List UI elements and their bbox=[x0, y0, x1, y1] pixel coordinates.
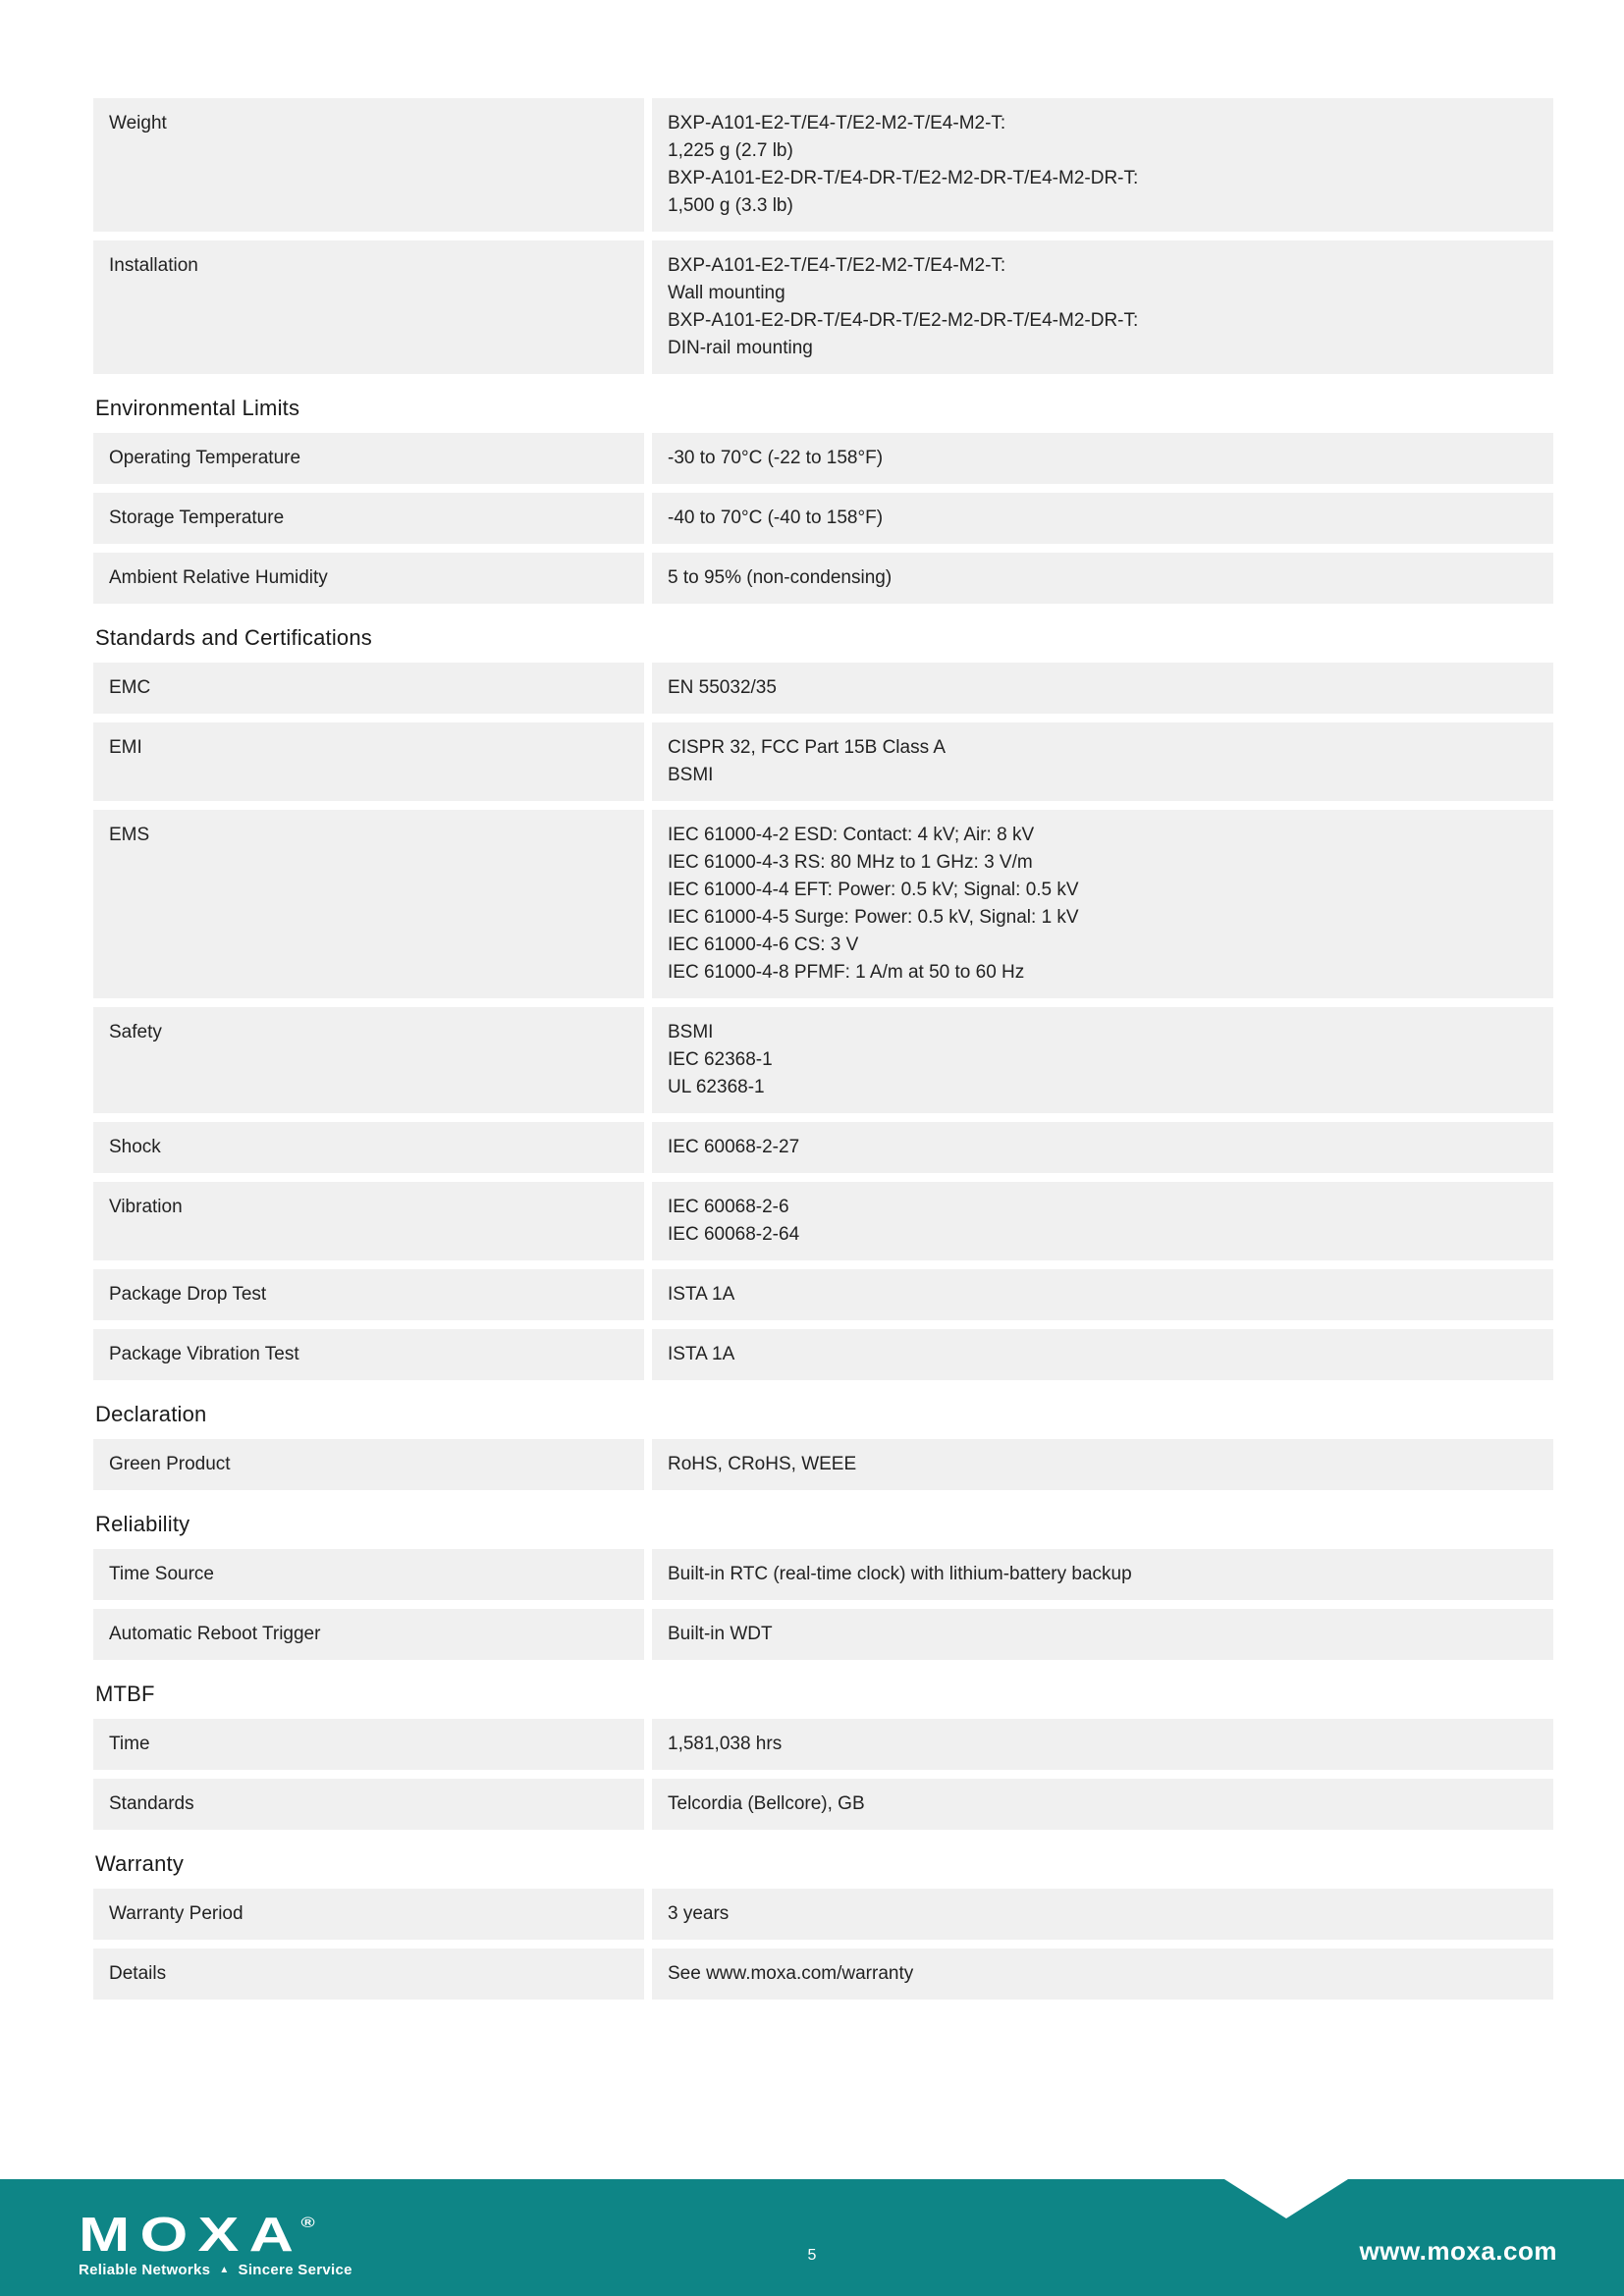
spec-value-line: Built-in RTC (real-time clock) with lithium-battery backup bbox=[668, 1564, 1132, 1584]
spec-value bbox=[652, 1949, 1553, 2000]
moxa-logo bbox=[79, 2203, 352, 2278]
spec-row-installation bbox=[93, 240, 1553, 374]
spec-value-line: -30 to 70°C (-22 to 158°F) bbox=[668, 448, 884, 468]
spec-row-ambient-relative-humidity bbox=[93, 553, 1553, 604]
spec-label: Operating Temperature bbox=[93, 433, 644, 484]
spec-row-weight bbox=[93, 98, 1553, 232]
spec-value-line: IEC 61000-4-4 EFT: Power: 0.5 kV; Signal: 0.5 kV bbox=[668, 880, 1079, 900]
spec-label: Time bbox=[93, 1719, 644, 1770]
spec-row-package-vibration-test bbox=[93, 1329, 1553, 1380]
spec-row-ems bbox=[93, 810, 1553, 998]
spec-value-line: 1,581,038 hrs bbox=[668, 1734, 783, 1754]
triangle-icon: ▲ bbox=[219, 2264, 230, 2275]
spec-row-storage-temperature bbox=[93, 493, 1553, 544]
spec-row-emc bbox=[93, 663, 1553, 714]
spec-label: Safety bbox=[93, 1007, 644, 1113]
spec-value bbox=[652, 1779, 1553, 1830]
spec-value-line: BXP-A101-E2-T/E4-T/E2-M2-T/E4-M2-T: bbox=[668, 113, 1006, 133]
spec-value-line: Wall mounting bbox=[668, 283, 785, 303]
spec-value-line: IEC 60068-2-27 bbox=[668, 1137, 800, 1157]
moxa-logo-text: MOXA bbox=[79, 2209, 304, 2262]
spec-value-line: EN 55032/35 bbox=[668, 677, 777, 698]
section-title-environmental-limits: Environmental Limits bbox=[95, 396, 300, 420]
spec-value bbox=[652, 1719, 1553, 1770]
spec-value-line: Telcordia (Bellcore), GB bbox=[668, 1793, 865, 1814]
spec-row-operating-temperature bbox=[93, 433, 1553, 484]
section-title-mtbf: MTBF bbox=[95, 1682, 155, 1706]
spec-row-warranty-details bbox=[93, 1949, 1553, 2000]
spec-value bbox=[652, 1269, 1553, 1320]
spec-value-line: 3 years bbox=[668, 1903, 730, 1924]
spec-value bbox=[652, 1609, 1553, 1660]
spec-row-package-drop-test bbox=[93, 1269, 1553, 1320]
spec-value bbox=[652, 722, 1553, 801]
spec-value-line: IEC 61000-4-8 PFMF: 1 A/m at 50 to 60 Hz bbox=[668, 962, 1025, 983]
spec-value-line: ISTA 1A bbox=[668, 1284, 735, 1305]
spec-value bbox=[652, 98, 1553, 232]
spec-label: Ambient Relative Humidity bbox=[93, 553, 644, 604]
spec-label: Details bbox=[93, 1949, 644, 2000]
footer-website: www.moxa.com bbox=[1359, 2236, 1557, 2266]
spec-table bbox=[93, 98, 1553, 2008]
tagline-left: Reliable Networks bbox=[79, 2262, 211, 2278]
section-title-warranty: Warranty bbox=[95, 1851, 185, 1876]
page-number: 5 bbox=[807, 2247, 817, 2264]
spec-label: Warranty Period bbox=[93, 1889, 644, 1940]
spec-label: EMI bbox=[93, 722, 644, 801]
spec-value-line: -40 to 70°C (-40 to 158°F) bbox=[668, 507, 884, 528]
spec-label: Green Product bbox=[93, 1439, 644, 1490]
ribbon-notch-icon bbox=[1224, 2179, 1348, 2218]
spec-value-line: Built-in WDT bbox=[668, 1624, 773, 1644]
spec-value bbox=[652, 493, 1553, 544]
spec-value bbox=[652, 663, 1553, 714]
spec-row-warranty-period bbox=[93, 1889, 1553, 1940]
spec-value-line: CISPR 32, FCC Part 15B Class A bbox=[668, 737, 946, 758]
spec-value-line: IEC 62368-1 bbox=[668, 1049, 773, 1070]
spec-value-line: IEC 61000-4-2 ESD: Contact: 4 kV; Air: 8 kV bbox=[668, 825, 1035, 845]
spec-label: Vibration bbox=[93, 1182, 644, 1260]
spec-label: Automatic Reboot Trigger bbox=[93, 1609, 644, 1660]
section-title-standards-and-certifications: Standards and Certifications bbox=[95, 625, 372, 650]
spec-value bbox=[652, 553, 1553, 604]
spec-value-line: IEC 60068-2-64 bbox=[668, 1224, 800, 1245]
spec-value bbox=[652, 1329, 1553, 1380]
spec-value-line: BSMI bbox=[668, 765, 714, 785]
spec-label: Storage Temperature bbox=[93, 493, 644, 544]
spec-value bbox=[652, 240, 1553, 374]
section-title-reliability: Reliability bbox=[95, 1512, 190, 1536]
spec-value-line: IEC 61000-4-3 RS: 80 MHz to 1 GHz: 3 V/m bbox=[668, 852, 1033, 873]
spec-label: Package Vibration Test bbox=[93, 1329, 644, 1380]
spec-value-line: See www.moxa.com/warranty bbox=[668, 1963, 914, 1984]
footer-band bbox=[0, 2179, 1624, 2296]
spec-value-line: 1,500 g (3.3 lb) bbox=[668, 195, 793, 216]
spec-value bbox=[652, 1439, 1553, 1490]
spec-row-mtbf-standards bbox=[93, 1779, 1553, 1830]
spec-value bbox=[652, 1007, 1553, 1113]
spec-label: Time Source bbox=[93, 1549, 644, 1600]
spec-label: Package Drop Test bbox=[93, 1269, 644, 1320]
spec-value bbox=[652, 433, 1553, 484]
spec-row-time-source bbox=[93, 1549, 1553, 1600]
spec-value-line: IEC 61000-4-6 CS: 3 V bbox=[668, 934, 859, 955]
spec-value-line: DIN-rail mounting bbox=[668, 338, 813, 358]
spec-value-line: UL 62368-1 bbox=[668, 1077, 765, 1097]
spec-label: EMS bbox=[93, 810, 644, 998]
spec-label: Standards bbox=[93, 1779, 644, 1830]
spec-value-line: IEC 61000-4-5 Surge: Power: 0.5 kV, Signal: 1 kV bbox=[668, 907, 1079, 928]
spec-value-line: IEC 60068-2-6 bbox=[668, 1197, 789, 1217]
spec-value-line: ISTA 1A bbox=[668, 1344, 735, 1364]
spec-label: EMC bbox=[93, 663, 644, 714]
spec-value-line: BXP-A101-E2-DR-T/E4-DR-T/E2-M2-DR-T/E4-M2-DR-T: bbox=[668, 168, 1139, 188]
spec-value-line: BSMI bbox=[668, 1022, 714, 1042]
spec-value bbox=[652, 810, 1553, 998]
spec-value bbox=[652, 1122, 1553, 1173]
spec-label: Weight bbox=[93, 98, 644, 232]
spec-row-safety bbox=[93, 1007, 1553, 1113]
spec-value bbox=[652, 1182, 1553, 1260]
spec-row-vibration bbox=[93, 1182, 1553, 1260]
spec-value-line: BXP-A101-E2-DR-T/E4-DR-T/E2-M2-DR-T/E4-M2-DR-T: bbox=[668, 310, 1139, 331]
registered-trademark-icon: ® bbox=[300, 2215, 315, 2231]
spec-value-line: 5 to 95% (non-condensing) bbox=[668, 567, 893, 588]
spec-row-automatic-reboot-trigger bbox=[93, 1609, 1553, 1660]
spec-row-shock bbox=[93, 1122, 1553, 1173]
section-title-declaration: Declaration bbox=[95, 1402, 207, 1426]
spec-row-mtbf-time bbox=[93, 1719, 1553, 1770]
spec-label: Installation bbox=[93, 240, 644, 374]
spec-value-line: BXP-A101-E2-T/E4-T/E2-M2-T/E4-M2-T: bbox=[668, 255, 1006, 276]
spec-value bbox=[652, 1889, 1553, 1940]
spec-row-green-product bbox=[93, 1439, 1553, 1490]
spec-value bbox=[652, 1549, 1553, 1600]
spec-value-line: 1,225 g (2.7 lb) bbox=[668, 140, 793, 161]
tagline-right: Sincere Service bbox=[238, 2262, 352, 2278]
spec-row-emi bbox=[93, 722, 1553, 801]
spec-value-line: RoHS, CRoHS, WEEE bbox=[668, 1454, 857, 1474]
spec-label: Shock bbox=[93, 1122, 644, 1173]
